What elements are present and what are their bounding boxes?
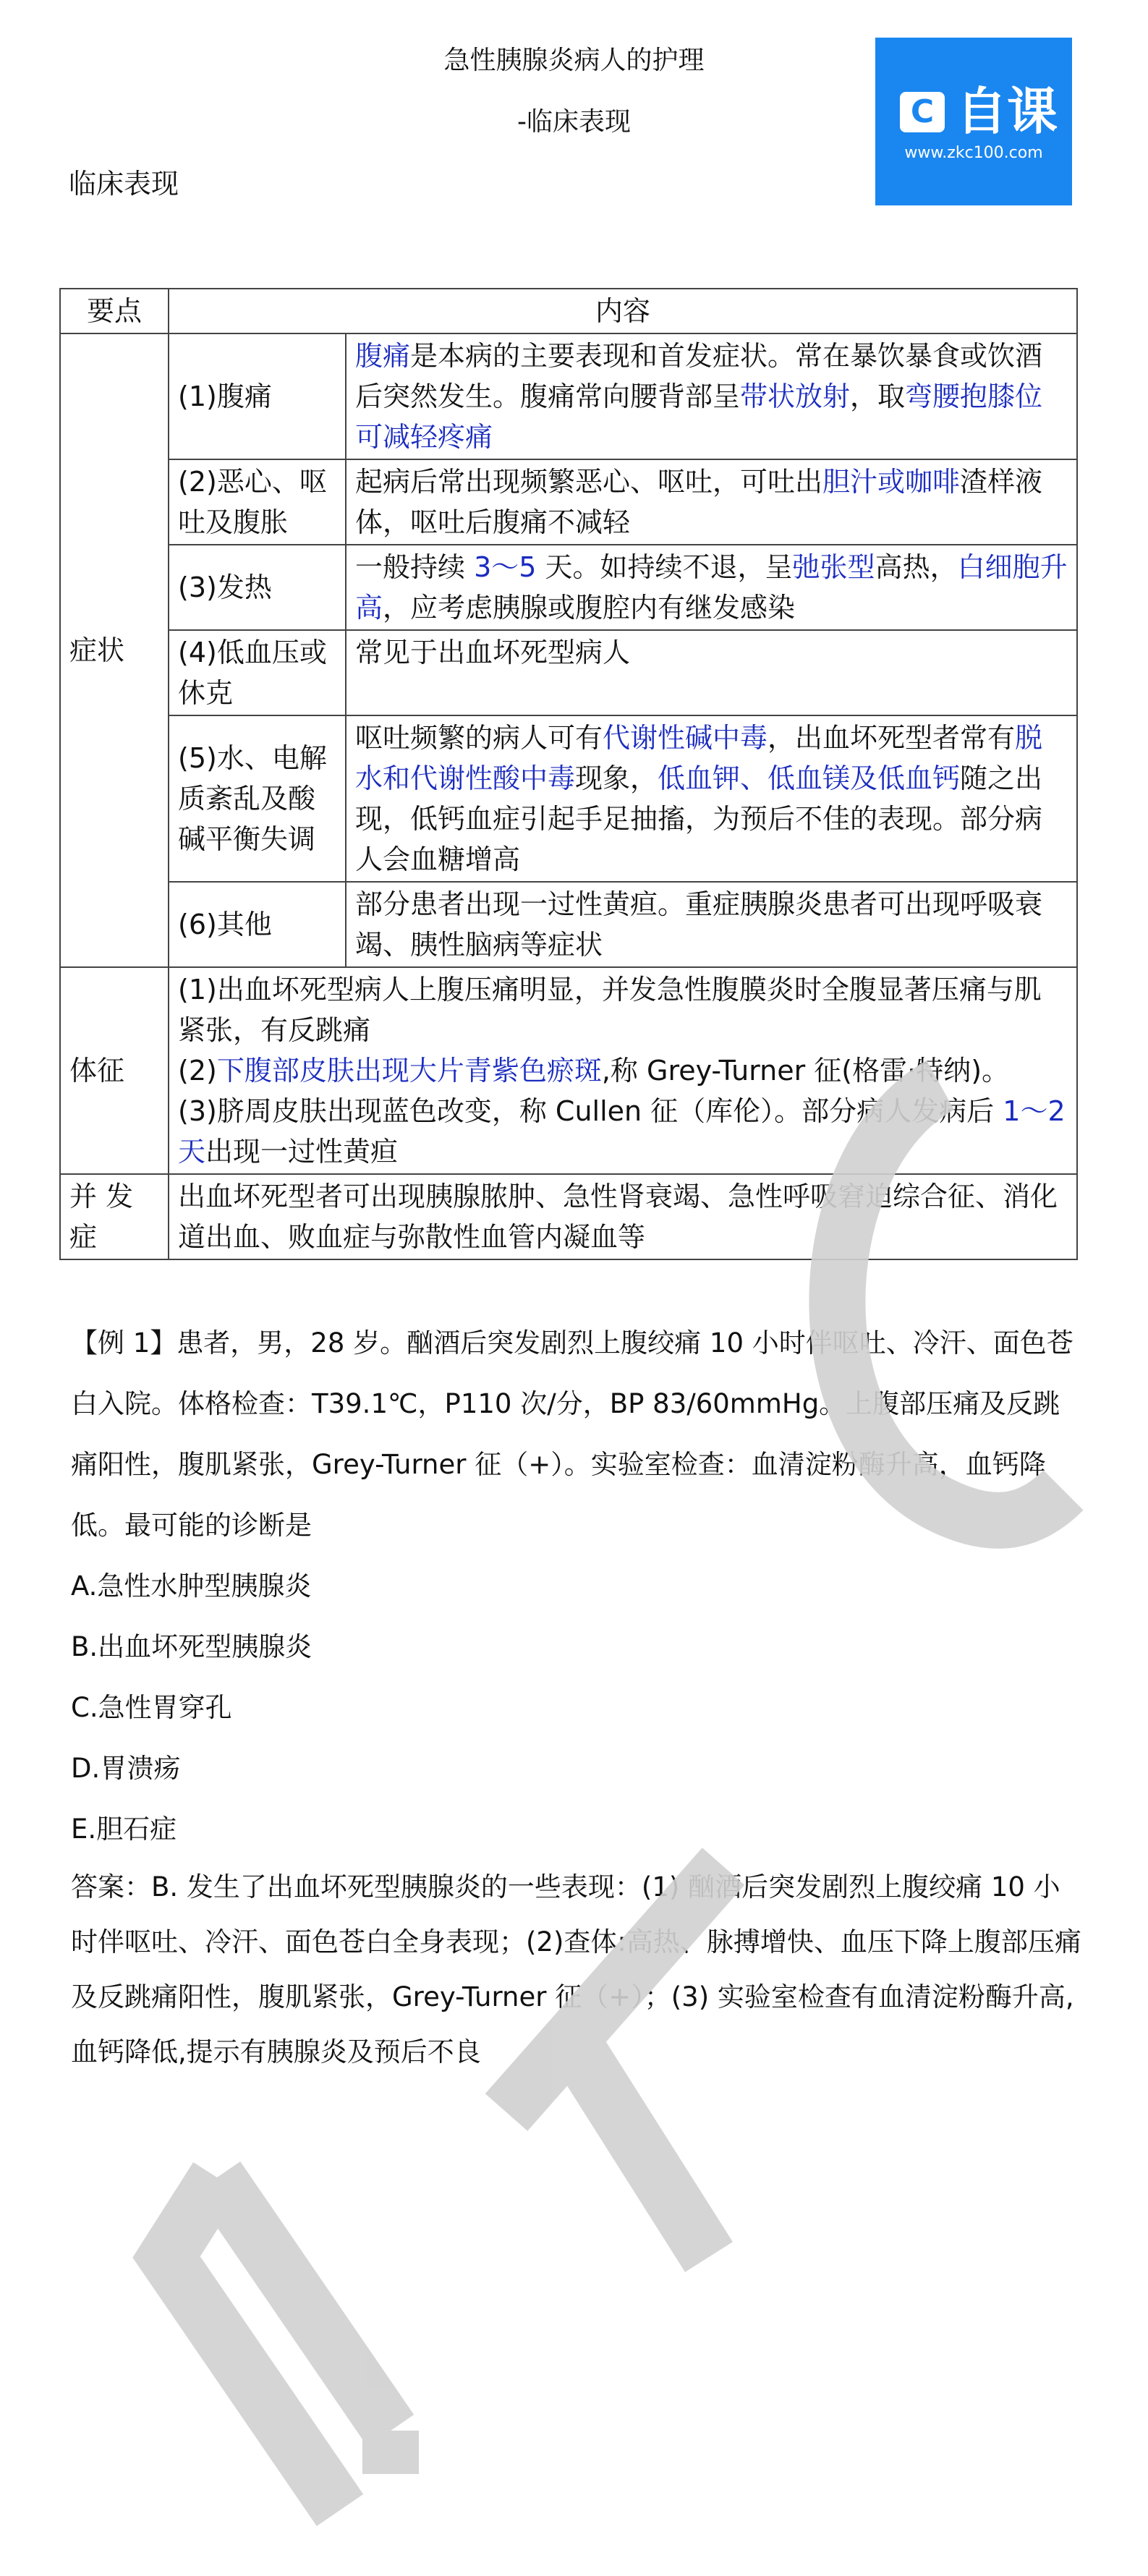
table-row xyxy=(60,715,1077,882)
answer-option: E.胆石症 xyxy=(71,1814,177,1845)
table-body xyxy=(60,333,1077,1259)
answer-option: A.急性水肿型胰腺炎 xyxy=(71,1570,312,1602)
symptom-content-cell xyxy=(346,545,1077,630)
sign-line xyxy=(178,1091,1068,1172)
highlight-text: 弛张型 xyxy=(792,551,875,583)
table-header-row xyxy=(60,289,1077,333)
answer-option: C.急性胃穿孔 xyxy=(71,1692,232,1723)
symptom-item-cell: (2)恶心、呕吐及腹胀 xyxy=(169,459,346,545)
text-segment: (2) xyxy=(178,1055,217,1087)
text-segment: 渣样液体，呕吐后腹痛不减轻 xyxy=(355,466,1043,538)
document-subtitle: -临床表现 xyxy=(517,107,631,137)
text-segment: ，出血坏死型者常有 xyxy=(768,722,1016,754)
watermark-letter-z xyxy=(166,2177,391,2510)
example-question-block xyxy=(71,1313,1084,2080)
text-segment: (3)脐周皮肤出现蓝色改变，称 Cullen 征（库伦）。部分病人发病后 xyxy=(178,1095,1003,1127)
text-segment: 呕吐频繁的病人可有 xyxy=(355,722,603,754)
highlight-text: 3～5 xyxy=(474,551,537,583)
text-segment: 部分患者出现一过性黄疸。重症胰腺炎患者可出现呼吸衰竭、胰性脑病等症状 xyxy=(355,888,1043,961)
text-segment: 一般持续 xyxy=(355,551,475,583)
answer-option: B.出血坏死型胰腺炎 xyxy=(71,1631,312,1662)
symptom-content-cell xyxy=(346,715,1077,882)
signs-label-cell: 体征 xyxy=(60,967,169,1174)
text-segment: 高热， xyxy=(875,551,958,583)
highlight-text: 胆汁或咖啡 xyxy=(822,466,961,498)
header-content: 内容 xyxy=(169,289,1077,333)
table-row xyxy=(60,630,1077,715)
text-segment: ，应考虑胰腺或腹腔内有继发感染 xyxy=(383,592,796,624)
table-row xyxy=(60,545,1077,630)
symptom-item-cell: (5)水、电解质紊乱及酸碱平衡失调 xyxy=(169,715,346,882)
text-segment: 起病后常出现频繁恶心、呕吐，可吐出 xyxy=(355,466,823,498)
text-segment: 常见于出血坏死型病人 xyxy=(355,637,631,668)
text-segment: 天。如持续不退，呈 xyxy=(536,551,793,583)
document-title: 急性胰腺炎病人的护理 xyxy=(443,46,705,75)
highlight-text: 白细胞升高 xyxy=(355,551,1068,624)
symptom-content-cell xyxy=(346,459,1077,545)
highlight-text: 腹痛 xyxy=(355,340,411,372)
highlight-text: 代谢性碱中毒 xyxy=(603,722,768,754)
complications-label-cell: 并 发 症 xyxy=(60,1174,169,1259)
highlight-text: 低血钾、低血镁及低血钙 xyxy=(658,762,961,794)
header-key-points: 要点 xyxy=(60,289,169,333)
highlight-text: 下腹部皮肤出现大片青紫色瘀斑 xyxy=(216,1055,602,1087)
answer-option: D.胃溃疡 xyxy=(71,1753,181,1784)
symptom-content-cell xyxy=(346,630,1077,715)
highlight-text: 弯腰抱膝位可减轻疼痛 xyxy=(355,381,1043,453)
highlight-text: 脱水和代谢性酸中毒 xyxy=(355,722,1043,794)
text-segment: 现象， xyxy=(575,762,658,794)
symptom-content-cell xyxy=(346,333,1077,459)
table-row xyxy=(60,459,1077,545)
symptom-item-cell: (3)发热 xyxy=(169,545,346,630)
clinical-manifestations-table xyxy=(59,288,1078,1260)
symptoms-label-cell: 症状 xyxy=(60,333,169,967)
logo-c-icon: C xyxy=(900,92,945,132)
question-text: 【例 1】患者，男，28 岁。酗酒后突发剧烈上腹绞痛 10 小时伴呕吐、冷汗、面色苍白入院。体格检查：T39.1℃，P110 次/分，BP 83/60mmHg。上腹部压痛及反跳痛阳性，腹肌紧张，Grey-Turner 征（+）。实验室检查：血清淀粉酶升高，血钙降低。最可能的诊断是 xyxy=(71,1327,1073,1541)
table-row xyxy=(60,882,1077,967)
text-segment: 出现一过性黄疸 xyxy=(205,1136,399,1168)
signs-content-cell xyxy=(169,967,1077,1174)
zikecheng-logo xyxy=(875,38,1072,205)
complications-content-cell: 出血坏死型者可出现胰腺脓肿、急性肾衰竭、急性呼吸窘迫综合征、消化道出血、败血症与弥散性血管内凝血等 xyxy=(169,1174,1077,1259)
answer-explanation: 答案：B. 发生了出血坏死型胰腺炎的一些表现：(1) 酗酒后突发剧烈上腹绞痛 10 小时伴呕吐、冷汗、面色苍白全身表现；(2)查体:高热、脉搏增快、血压下降上腹部压痛及反跳痛阳性，腹肌紧张，Grey-Turner 征（+）；(3) 实验室检查有血清淀粉酶升高,血钙降低,提示有胰腺炎及预后不良 xyxy=(71,1871,1081,2067)
text-segment: ，取 xyxy=(850,381,906,412)
symptom-item-cell: (1)腹痛 xyxy=(169,333,346,459)
sign-line xyxy=(178,969,1068,1050)
text-segment: 是本病的主要表现和首发症状。常在暴饮暴食或饮酒后突然发生。腹痛常向腰背部呈 xyxy=(355,340,1043,412)
table-row xyxy=(60,967,1077,1174)
symptom-item-cell: (6)其他 xyxy=(169,882,346,967)
sign-line xyxy=(178,1050,1068,1091)
logo-text: 自课 xyxy=(956,82,1058,141)
highlight-text: 1～2 天 xyxy=(178,1095,1066,1168)
table-row xyxy=(60,333,1077,459)
text-segment: ,称 Grey-Turner 征(格雷·特纳)。 xyxy=(601,1055,1010,1087)
symptom-item-cell: (4)低血压或休克 xyxy=(169,630,346,715)
answer-options xyxy=(71,1556,1084,1860)
table-row xyxy=(60,1174,1077,1259)
highlight-text: 带状放射 xyxy=(740,381,851,412)
section-heading: 临床表现 xyxy=(69,168,179,200)
symptom-content-cell xyxy=(346,882,1077,967)
text-segment: (1)出血坏死型病人上腹压痛明显，并发急性腹膜炎时全腹显著压痛与肌紧张，有反跳痛 xyxy=(178,974,1042,1046)
text-segment: 随之出现，低钙血症引起手足抽搐，为预后不佳的表现。部分病人会血糖增高 xyxy=(355,762,1043,875)
logo-url: www.zkc100.com xyxy=(904,144,1043,162)
